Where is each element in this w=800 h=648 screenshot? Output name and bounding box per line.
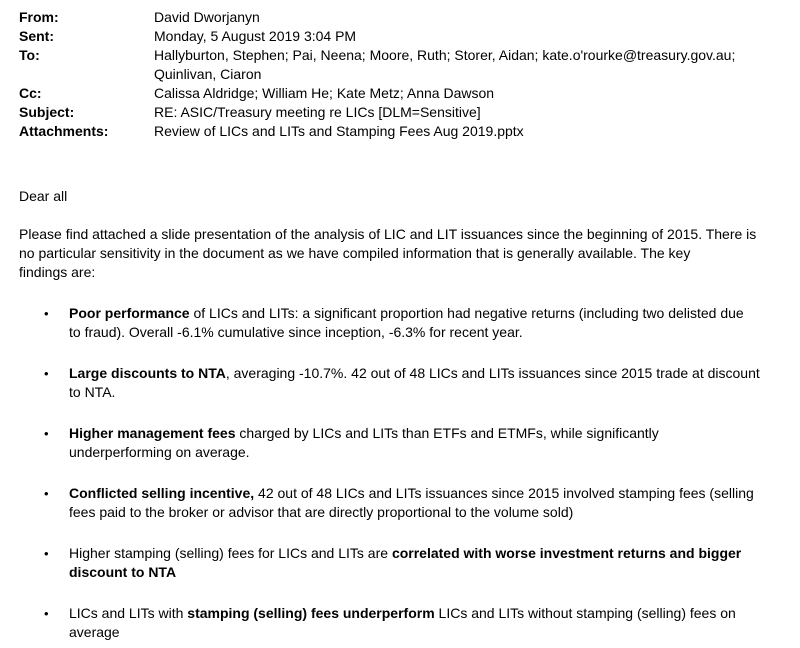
- finding-line-1: [69, 424, 789, 443]
- to-label: To:: [19, 47, 40, 63]
- email-header: [19, 8, 789, 141]
- finding-line-2: underperforming on average.: [69, 444, 250, 460]
- intro-line-1: Please find attached a slide presentation of the analysis of LIC and LIT issuances since the beginning of 2015. There is: [19, 226, 757, 242]
- finding-bold-text: Poor performance: [69, 305, 190, 321]
- attachment-file-link[interactable]: Review of LICs and LITs and Stamping Fees Aug 2019.pptx: [154, 123, 524, 139]
- to-value-line-1: Hallyburton, Stephen; Pai, Neena; Moore, Ruth; Storer, Aidan; kate.o'rourke@treasury.gov.au;: [154, 47, 736, 63]
- finding-text: [69, 304, 789, 342]
- finding-bold-text: Conflicted selling incentive,: [69, 485, 255, 501]
- finding-line-1: [69, 364, 789, 383]
- to-row: [19, 46, 789, 84]
- subject-row: [19, 103, 789, 122]
- intro-line-3: findings are:: [19, 264, 96, 280]
- finding-bold-text: discount to NTA: [69, 564, 177, 580]
- finding-plain-text: of LICs and LITs: a significant proportion had negative returns (including two delisted due: [189, 305, 744, 321]
- bullet-marker: •: [44, 606, 49, 621]
- cc-value: Calissa Aldridge; William He; Kate Metz; Anna Dawson: [154, 85, 495, 101]
- finding-line-1: [69, 484, 789, 503]
- finding-plain-text: LICs and LITs with: [69, 605, 188, 621]
- finding-text: [69, 424, 789, 462]
- finding-text: [69, 484, 789, 522]
- finding-line-2: to NTA.: [69, 384, 116, 400]
- finding-line-2: to fraud). Overall -6.1% cumulative since inception, -6.3% for recent year.: [69, 324, 523, 340]
- from-value: David Dworjanyn: [154, 9, 260, 25]
- bullet-marker: •: [44, 426, 49, 441]
- cc-row: [19, 84, 789, 103]
- finding-text: [69, 544, 789, 582]
- finding-line-1: [69, 604, 789, 623]
- bullet-marker: •: [44, 546, 49, 561]
- finding-plain-text: , averaging -10.7%. 42 out of 48 LICs and LITs issuances since 2015 trade at discount: [225, 365, 760, 381]
- finding-bold-text: stamping (selling) fees underperform: [187, 605, 435, 621]
- finding-bold-text: correlated with worse investment returns and bigger: [391, 545, 742, 561]
- sent-label: Sent:: [19, 28, 54, 44]
- attachments-label: Attachments:: [19, 123, 109, 139]
- finding-text: [69, 364, 789, 402]
- finding-bold-text: Higher management fees: [69, 425, 236, 441]
- finding-plain-text: charged by LICs and LITs than ETFs and ETMFs, while significantly: [235, 425, 659, 441]
- subject-value: RE: ASIC/Treasury meeting re LICs [DLM=Sensitive]: [154, 104, 481, 120]
- cc-label: Cc:: [19, 85, 42, 101]
- sent-row: [19, 27, 789, 46]
- finding-plain-text: LICs and LITs without stamping (selling) fees on: [434, 605, 736, 621]
- finding-line-1: [69, 304, 789, 323]
- from-row: [19, 8, 789, 27]
- finding-line-2: [69, 563, 789, 582]
- finding-line-1: [69, 544, 789, 563]
- finding-text: [69, 604, 789, 642]
- sent-value: Monday, 5 August 2019 3:04 PM: [154, 28, 357, 44]
- intro-line-2: no particular sensitivity in the document as we have compiled information that is generally available. The key: [19, 245, 691, 261]
- bullet-marker: •: [44, 306, 49, 321]
- bullet-marker: •: [44, 486, 49, 501]
- to-value: [154, 46, 789, 84]
- to-value-line-2: Quinlivan, Ciaron: [154, 66, 262, 82]
- greeting: Dear all: [19, 188, 68, 204]
- finding-line-2: average: [69, 624, 120, 640]
- attachments-row: [19, 122, 789, 141]
- finding-plain-text: Higher stamping (selling) fees for LICs and LITs are: [69, 545, 392, 561]
- from-label: From:: [19, 9, 59, 25]
- intro-paragraph: [19, 225, 791, 282]
- finding-plain-text: 42 out of 48 LICs and LITs issuances since 2015 involved stamping fees (selling: [254, 485, 754, 501]
- subject-label: Subject:: [19, 104, 75, 120]
- finding-bold-text: Large discounts to NTA: [69, 365, 226, 381]
- bullet-marker: •: [44, 366, 49, 381]
- finding-line-2: fees paid to the broker or advisor that are directly proportional to the volume sold): [69, 504, 574, 520]
